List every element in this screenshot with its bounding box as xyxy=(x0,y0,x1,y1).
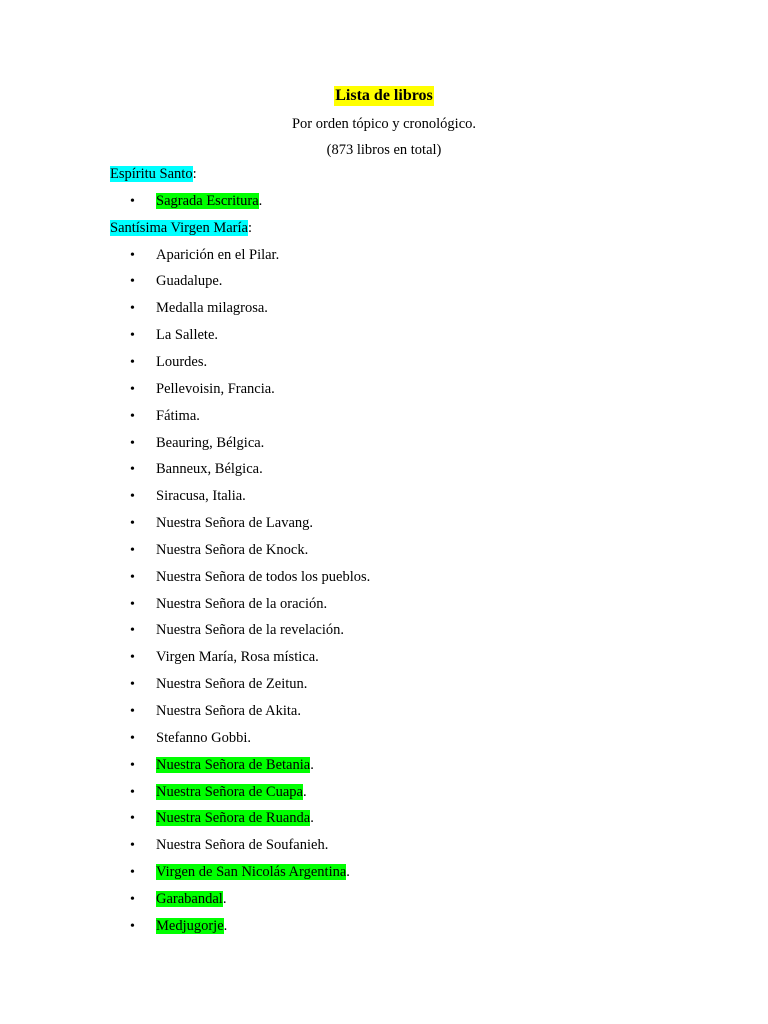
list-item-suffix: . xyxy=(222,890,227,907)
list-item-text: Nuestra Señora de Zeitun. xyxy=(156,676,308,693)
list-item xyxy=(130,890,226,909)
list-item-text: Lourdes. xyxy=(156,353,208,370)
book-count: (873 libros en total) xyxy=(326,142,442,158)
list-item-text: Nuestra Señora de la oración. xyxy=(156,595,328,612)
bullet-icon: • xyxy=(130,301,135,317)
bullet-icon: • xyxy=(130,623,135,639)
list-item xyxy=(130,836,328,855)
bullet-icon: • xyxy=(130,730,135,746)
page-title: Lista de libros xyxy=(335,87,433,104)
bullet-icon: • xyxy=(130,247,135,263)
list-item xyxy=(130,487,246,506)
list-item-text: Nuestra Señora de Lavang. xyxy=(156,515,314,532)
list-item-text: Nuestra Señora de Knock. xyxy=(156,541,309,558)
bullet-icon: • xyxy=(130,489,135,505)
bullet-icon: • xyxy=(130,435,135,451)
bullet-icon: • xyxy=(130,650,135,666)
list-item xyxy=(130,863,350,882)
bullet-icon: • xyxy=(130,516,135,532)
list-item-text: Nuestra Señora de todos los pueblos. xyxy=(156,568,371,585)
bullet-icon: • xyxy=(130,328,135,344)
list-item-text: Banneux, Bélgica. xyxy=(156,461,263,478)
list-item-text: Garabandal xyxy=(156,890,223,907)
section-heading-suffix: : xyxy=(247,219,252,236)
list-item xyxy=(130,326,218,345)
list-item xyxy=(130,246,279,265)
list-item-text: La Sallete. xyxy=(156,327,219,344)
list-item-text: Fátima. xyxy=(156,407,200,424)
list-item-text: Sagrada Escritura xyxy=(156,192,259,209)
bullet-icon: • xyxy=(130,704,135,719)
bullet-icon: • xyxy=(130,838,135,854)
list-item-text: Guadalupe. xyxy=(156,273,223,290)
list-item xyxy=(130,675,307,694)
list-item-text: Siracusa, Italia. xyxy=(156,488,246,505)
list-item-text: Nuestra Señora de Cuapa xyxy=(156,783,303,800)
list-item xyxy=(130,460,263,479)
list-item-text: Beauring, Bélgica. xyxy=(156,434,265,451)
list-item-suffix: . xyxy=(302,783,307,800)
list-item xyxy=(130,756,314,775)
subtitle: Por orden tópico y cronológico. xyxy=(291,116,477,132)
list-item-suffix: . xyxy=(310,756,314,773)
title-row xyxy=(0,86,768,106)
list-item xyxy=(130,917,227,936)
list-item xyxy=(130,514,313,533)
list-item-text: Pellevoisin, Francia. xyxy=(156,380,275,397)
bullet-icon: • xyxy=(130,381,135,397)
list-item xyxy=(130,192,262,211)
bullet-icon: • xyxy=(130,677,135,693)
list-item xyxy=(130,809,314,828)
list-item xyxy=(130,568,370,587)
bullet-icon: • xyxy=(130,891,135,907)
list-item-suffix: . xyxy=(310,810,314,827)
list-item xyxy=(130,434,264,453)
list-item-text: Medalla milagrosa. xyxy=(156,300,268,317)
list-item xyxy=(130,729,251,748)
bullet-icon: • xyxy=(130,542,135,558)
list-item xyxy=(130,702,301,721)
list-item-text: Nuestra Señora de Akita. xyxy=(156,703,301,719)
list-item-text: Virgen de San Nicolás Argentina xyxy=(156,864,347,881)
section-heading xyxy=(110,219,252,237)
list-item xyxy=(130,595,327,614)
bullet-icon: • xyxy=(130,865,135,881)
list-item xyxy=(130,353,207,372)
bullet-icon: • xyxy=(130,757,135,773)
list-item xyxy=(130,380,275,399)
bullet-icon: • xyxy=(130,354,135,370)
list-item-text: Nuestra Señora de Soufanieh. xyxy=(156,837,329,854)
list-item-text: Nuestra Señora de la revelación. xyxy=(156,622,345,639)
list-item xyxy=(130,299,268,318)
list-item xyxy=(130,541,308,560)
list-item-text: Medjugorje xyxy=(156,917,224,934)
list-item xyxy=(130,272,222,291)
section-heading-text: Espíritu Santo xyxy=(110,166,193,182)
bullet-icon: • xyxy=(130,596,135,612)
list-item-text: Stefanno Gobbi. xyxy=(156,729,252,746)
list-item-suffix: . xyxy=(346,864,350,881)
list-item-suffix: . xyxy=(258,192,263,209)
list-item xyxy=(130,648,319,667)
bullet-icon: • xyxy=(130,408,135,424)
bullet-icon: • xyxy=(130,274,135,290)
bullet-icon: • xyxy=(130,193,135,209)
bullet-icon: • xyxy=(130,811,135,827)
bullet-icon: • xyxy=(130,569,135,585)
bullet-icon: • xyxy=(130,784,135,800)
list-item-text: Virgen María, Rosa mística. xyxy=(156,649,319,666)
bullet-icon: • xyxy=(130,462,135,478)
section-heading-text: Santísima Virgen María xyxy=(110,219,248,236)
bullet-icon: • xyxy=(130,918,135,934)
list-item xyxy=(130,407,200,426)
section-heading-suffix: : xyxy=(192,166,197,182)
list-item-text: Nuestra Señora de Ruanda xyxy=(156,810,311,827)
list-item-suffix: . xyxy=(223,917,228,934)
list-item xyxy=(130,783,307,802)
list-item-text: Nuestra Señora de Betania xyxy=(156,756,311,773)
list-item-text: Aparición en el Pilar. xyxy=(156,246,280,263)
section-heading xyxy=(110,165,197,183)
list-item xyxy=(130,621,344,640)
